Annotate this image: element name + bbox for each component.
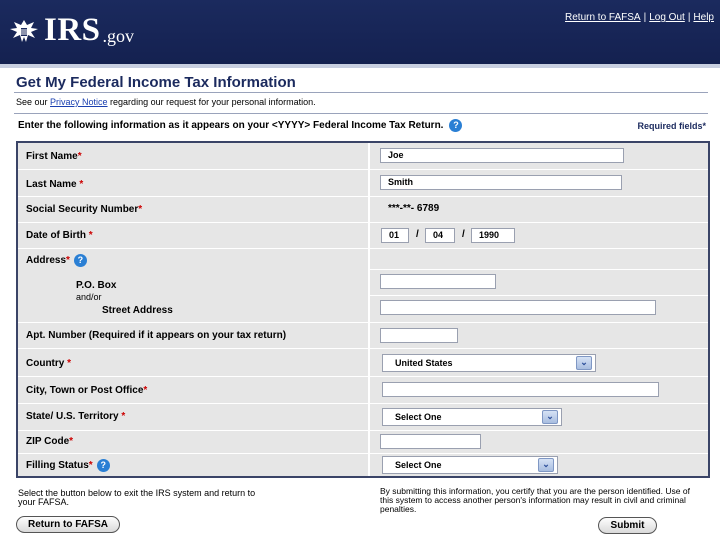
question-mark-icon[interactable]: ? [97, 459, 110, 472]
chevron-down-icon[interactable]: ⌄ [542, 410, 558, 424]
instruction-divider [14, 113, 708, 114]
last-name-input[interactable]: Smith [380, 175, 622, 190]
dob-month-input[interactable]: 01 [381, 228, 409, 243]
irs-logo[interactable] [8, 12, 134, 49]
country-selected-value: United States [395, 358, 453, 368]
state-row [18, 404, 708, 431]
required-fields-note: Required fields* [637, 121, 706, 131]
irs-header [0, 0, 720, 64]
state-select[interactable] [382, 408, 562, 426]
page-title: Get My Federal Income Tax Information [16, 74, 296, 91]
filing-status-selected-value: Select One [395, 460, 442, 470]
dob-day-input[interactable]: 04 [425, 228, 455, 243]
apt-number-label: Apt. Number (Required if it appears on your tax return) [26, 330, 287, 341]
country-select[interactable] [382, 354, 596, 372]
zip-label: ZIP Code* [26, 436, 74, 447]
title-divider [14, 92, 708, 93]
certification-text: By submitting this information, you certify that you are the person identified. Use of this system to access another person's information may result in civil and criminal penalties. [380, 486, 690, 514]
address-row [18, 249, 708, 323]
first-name-row [18, 143, 708, 170]
filing-status-label: Filling Status * ? [26, 459, 110, 472]
dob-row [18, 223, 708, 249]
filing-status-select[interactable] [382, 456, 558, 474]
city-row [18, 377, 708, 404]
last-name-label: Last Name * [26, 179, 84, 190]
help-link[interactable]: Help [693, 12, 714, 23]
exit-note: Select the button below to exit the IRS system and return to your FAFSA. [18, 488, 256, 507]
po-box-input[interactable] [380, 274, 496, 289]
header-divider [0, 64, 720, 68]
link-separator: | [643, 12, 647, 23]
instruction-text [18, 119, 462, 132]
and-or-label: and/or [76, 292, 102, 302]
zip-input[interactable] [380, 434, 481, 449]
submit-button[interactable]: Submit [598, 517, 657, 534]
first-name-input[interactable]: Joe [380, 148, 624, 163]
dob-year-input[interactable]: 1990 [471, 228, 515, 243]
address-label: Address * ? [26, 254, 87, 267]
top-links [565, 12, 714, 23]
country-row [18, 349, 708, 377]
state-selected-value: Select One [395, 412, 442, 422]
question-mark-icon[interactable]: ? [449, 119, 462, 132]
filing-status-row [18, 454, 708, 476]
apt-number-row [18, 323, 708, 349]
link-separator: | [687, 12, 691, 23]
city-label: City, Town or Post Office* [26, 385, 148, 396]
eagle-icon [8, 16, 40, 46]
privacy-notice-text [16, 97, 316, 107]
po-box-label: P.O. Box [76, 280, 117, 291]
tax-info-form [16, 141, 710, 478]
ssn-row [18, 197, 708, 223]
return-to-fafsa-link[interactable]: Return to FAFSA [565, 12, 641, 23]
first-name-label: First Name* [26, 151, 82, 162]
privacy-text-before: See our [16, 97, 51, 107]
dob-label: Date of Birth * [26, 230, 93, 241]
chevron-down-icon[interactable]: ⌄ [576, 356, 592, 370]
instruction-label: Enter the following information as it appears on your <YYYY> Federal Income Tax Return. [18, 120, 444, 131]
country-label: Country * [26, 358, 72, 369]
ssn-value: ***-**- 6789 [388, 203, 440, 214]
city-input[interactable] [382, 382, 659, 397]
date-separator: / [462, 229, 465, 240]
date-separator: / [416, 229, 419, 240]
chevron-down-icon[interactable]: ⌄ [538, 458, 554, 472]
privacy-notice-link[interactable]: Privacy Notice [50, 97, 108, 107]
question-mark-icon[interactable]: ? [74, 254, 87, 267]
zip-row [18, 431, 708, 454]
last-name-row [18, 170, 708, 197]
logo-suffix: .gov [102, 26, 135, 46]
street-address-label: Street Address [102, 305, 173, 316]
return-to-fafsa-button[interactable]: Return to FAFSA [16, 516, 120, 533]
logo-text: IRS [44, 12, 101, 48]
log-out-link[interactable]: Log Out [649, 12, 685, 23]
street-address-input[interactable] [380, 300, 656, 315]
ssn-label: Social Security Number* [26, 204, 143, 215]
privacy-text-after: regarding our request for your personal information. [107, 97, 316, 107]
state-label: State/ U.S. Territory * [26, 411, 126, 422]
apt-number-input[interactable] [380, 328, 458, 343]
